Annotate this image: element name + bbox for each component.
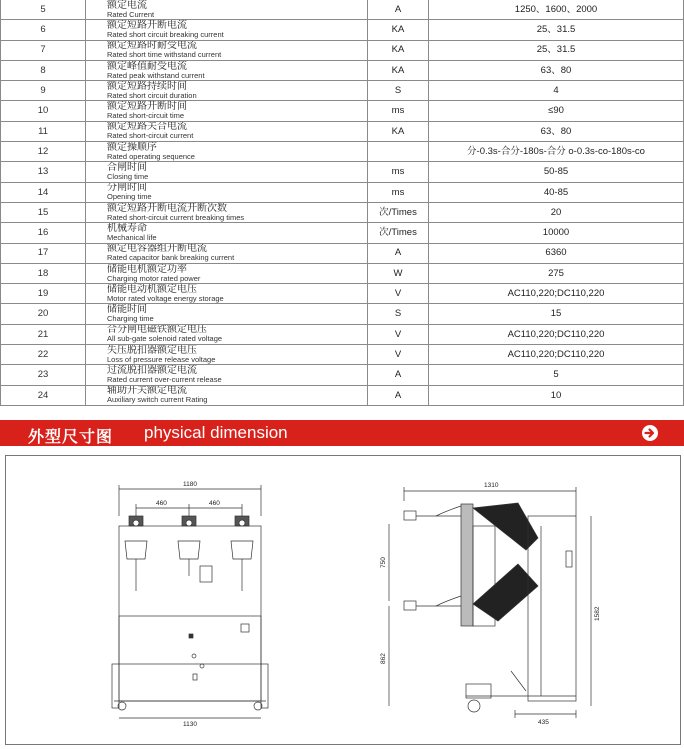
spec-row-value: 275 [429, 263, 684, 283]
spec-row-value: 63、80 [429, 60, 684, 80]
spec-row-unit [368, 142, 429, 162]
spec-name-en: Closing time [107, 172, 149, 182]
spec-row-name [86, 365, 368, 385]
spec-row-unit: V [368, 284, 429, 304]
spec-row-name [86, 223, 368, 243]
spec-row-number: 16 [1, 223, 86, 243]
spec-name-en: Rated short-circuit current breaking times [107, 212, 245, 222]
spec-name-zh: 辅助开关额定电流 [107, 385, 187, 397]
spec-row-number: 24 [1, 385, 86, 405]
spec-row-unit: A [368, 385, 429, 405]
spec-row-name [86, 142, 368, 162]
spec-row-name [86, 20, 368, 40]
spec-row-name [86, 40, 368, 60]
side-view [389, 487, 591, 718]
spec-row [1, 263, 684, 283]
spec-row-unit: A [368, 0, 429, 20]
spec-name-zh: 额定短路持续时间 [107, 80, 187, 92]
spec-row-name [86, 101, 368, 121]
spec-row-number: 8 [1, 60, 86, 80]
spec-name-zh: 额定电容器组开断电流 [107, 243, 207, 255]
spec-name-zh: 储能电动机额定电压 [107, 283, 197, 295]
spec-name-zh: 额定操顺序 [107, 141, 157, 153]
spec-name-en: Rated short-circuit time [107, 111, 185, 121]
spec-row-name [86, 243, 368, 263]
spec-name-en: Auxiliary switch current Rating [107, 395, 208, 405]
spec-row-value: 25、31.5 [429, 40, 684, 60]
spec-row-number: 22 [1, 345, 86, 365]
spec-row-value: 15 [429, 304, 684, 324]
spec-row-unit: KA [368, 121, 429, 141]
spec-row-number: 19 [1, 284, 86, 304]
side-base-width: 435 [538, 719, 549, 726]
spec-row [1, 182, 684, 202]
spec-row-name [86, 324, 368, 344]
spec-row [1, 243, 684, 263]
spec-row [1, 101, 684, 121]
arrow-circle-right-icon[interactable] [641, 424, 659, 442]
spec-row [1, 60, 684, 80]
section-title-en: physical dimension [144, 423, 288, 442]
spec-row-number: 21 [1, 324, 86, 344]
spec-row-unit: V [368, 345, 429, 365]
spec-row-unit: 次/Times [368, 202, 429, 222]
spec-row-unit: ms [368, 162, 429, 182]
spec-row-number: 10 [1, 101, 86, 121]
spec-name-en: Loss of pressure release voltage [107, 354, 216, 364]
spec-name-zh: 额定短路开断时间 [107, 101, 187, 113]
spec-row-value: 10 [429, 385, 684, 405]
spec-row [1, 345, 684, 365]
spec-row-name [86, 81, 368, 101]
spec-name-zh: 合分闸电磁铁额定电压 [107, 324, 207, 336]
spec-row-number: 9 [1, 81, 86, 101]
spec-name-zh: 额定短路开断电流开断次数 [107, 202, 227, 214]
spec-row-value: 1250、1600、2000 [429, 0, 684, 20]
spec-name-en: Rated short circuit breaking current [107, 29, 224, 39]
spec-name-en: Opening time [107, 192, 152, 202]
spec-row-number: 20 [1, 304, 86, 324]
spec-row-value: 25、31.5 [429, 20, 684, 40]
spec-row-value: 6360 [429, 243, 684, 263]
front-base-width: 1130 [183, 721, 197, 728]
spec-row [1, 284, 684, 304]
spec-row-value: ≤90 [429, 101, 684, 121]
spec-row-number: 23 [1, 365, 86, 385]
front-pitch-right: 460 [209, 500, 220, 507]
side-lower-height: 862 [380, 653, 387, 664]
dimension-drawing [6, 456, 680, 744]
spec-row-value: AC110,220;DC110,220 [429, 345, 684, 365]
spec-row-name [86, 202, 368, 222]
spec-name-zh: 机械寿命 [107, 222, 147, 234]
spec-row [1, 0, 684, 20]
spec-row [1, 40, 684, 60]
spec-row-name [86, 304, 368, 324]
spec-row-number: 14 [1, 182, 86, 202]
spec-name-zh: 额定电流 [107, 0, 147, 11]
spec-name-en: Rated peak withstand current [107, 70, 205, 80]
spec-row-unit: KA [368, 40, 429, 60]
spec-row [1, 142, 684, 162]
spec-row [1, 162, 684, 182]
spec-row-value: 4 [429, 81, 684, 101]
spec-name-en: All sub-gate solenoid rated voltage [107, 334, 223, 344]
spec-row-number: 11 [1, 121, 86, 141]
spec-row-value: 50-85 [429, 162, 684, 182]
spec-row-value: 63、80 [429, 121, 684, 141]
spec-row-name [86, 345, 368, 365]
spec-row-number: 6 [1, 20, 86, 40]
spec-row-number: 12 [1, 142, 86, 162]
spec-row-unit: A [368, 365, 429, 385]
spec-name-zh: 分闸时间 [107, 182, 147, 194]
spec-row-value: 5 [429, 365, 684, 385]
front-view [112, 485, 268, 718]
section-title-zh: 外型尺寸图 [28, 429, 114, 446]
spec-row-unit: S [368, 304, 429, 324]
spec-name-en: Rated short-circuit current [107, 131, 194, 141]
spec-row-value: AC110,220;DC110,220 [429, 284, 684, 304]
spec-name-en: Rated capacitor bank breaking current [107, 253, 235, 263]
spec-name-en: Rated short circuit duration [107, 90, 197, 100]
spec-name-en: Charging time [107, 314, 154, 324]
spec-row-name [86, 121, 368, 141]
spec-name-zh: 储能时间 [107, 304, 147, 316]
spec-row-name [86, 0, 368, 20]
spec-row [1, 304, 684, 324]
spec-row-number: 13 [1, 162, 86, 182]
spec-row-number: 15 [1, 202, 86, 222]
section-header-bar [0, 420, 684, 446]
spec-row-unit: V [368, 324, 429, 344]
front-pitch-left: 460 [156, 500, 167, 507]
side-upper-height: 750 [380, 557, 387, 568]
spec-row-unit: 次/Times [368, 223, 429, 243]
spec-name-zh: 过流脱扣器额定电流 [107, 364, 197, 376]
spec-name-en: Rated Current [107, 9, 155, 19]
spec-row-name [86, 284, 368, 304]
spec-name-zh: 额定短路关合电流 [107, 121, 187, 133]
spec-row [1, 223, 684, 243]
spec-row-name [86, 162, 368, 182]
spec-row-number: 5 [1, 0, 86, 20]
spec-name-zh: 额定短路时耐受电流 [107, 40, 197, 52]
spec-row-number: 18 [1, 263, 86, 283]
spec-name-zh: 合闸时间 [107, 162, 147, 174]
spec-row-unit: A [368, 243, 429, 263]
dimension-drawing-frame [5, 455, 681, 745]
spec-row-value: 分-0.3s-合分-180s-合分 o-0.3s-co-180s-co [429, 142, 684, 162]
spec-row-value: 10000 [429, 223, 684, 243]
spec-row-unit: KA [368, 60, 429, 80]
spec-row-value: 20 [429, 202, 684, 222]
spec-row-value: 40-85 [429, 182, 684, 202]
spec-name-zh: 额定峰值耐受电流 [107, 60, 187, 72]
spec-name-zh: 额定短路开断电流 [107, 19, 187, 31]
spec-name-zh: 储能电机额定功率 [107, 263, 187, 275]
spec-row [1, 20, 684, 40]
side-total-height: 1582 [594, 606, 601, 621]
spec-row-name [86, 263, 368, 283]
spec-name-en: Mechanical life [107, 232, 157, 242]
spec-name-en: Rated short time withstand current [107, 50, 222, 60]
spec-row [1, 81, 684, 101]
spec-row [1, 365, 684, 385]
spec-row-unit: ms [368, 182, 429, 202]
spec-name-zh: 失压脱扣器额定电压 [107, 344, 197, 356]
spec-name-en: Charging motor rated power [107, 273, 201, 283]
spec-row-name [86, 60, 368, 80]
spec-row-number: 7 [1, 40, 86, 60]
spec-row-name [86, 182, 368, 202]
spec-row-unit: S [368, 81, 429, 101]
spec-row [1, 121, 684, 141]
spec-row-unit: ms [368, 101, 429, 121]
spec-row [1, 324, 684, 344]
spec-row-unit: KA [368, 20, 429, 40]
spec-row-value: AC110,220;DC110,220 [429, 324, 684, 344]
spec-row-unit: W [368, 263, 429, 283]
spec-row [1, 202, 684, 222]
spec-name-en: Motor rated voltage energy storage [107, 293, 224, 303]
spec-name-en: Rated operating sequence [107, 151, 195, 161]
spec-name-en: Rated current over-current release [107, 374, 222, 384]
front-overall-width: 1180 [183, 481, 197, 488]
spec-row-name [86, 385, 368, 405]
side-depth: 1310 [484, 482, 499, 489]
spec-row-number: 17 [1, 243, 86, 263]
spec-row [1, 385, 684, 405]
